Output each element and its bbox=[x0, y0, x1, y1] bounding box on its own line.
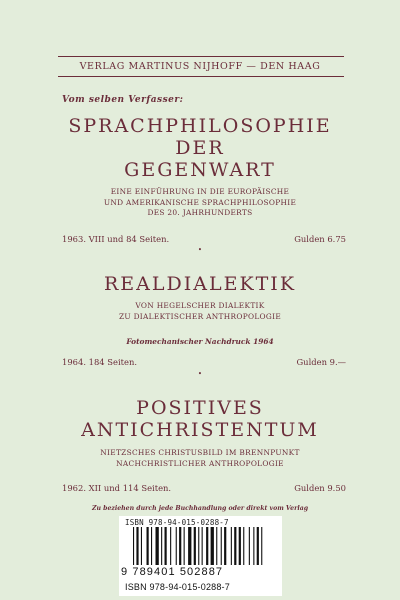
barcode-stripe bbox=[239, 527, 241, 565]
book-2-subtitle-line: ZU DIALEKTISCHER ANTHROPOLOGIE bbox=[118, 311, 282, 321]
book-2-title bbox=[0, 273, 400, 295]
book-2-meta bbox=[62, 357, 346, 367]
book-3-subtitle-line: NIETZSCHES CHRISTUSBILD IM BRENNPUNKT bbox=[100, 448, 300, 457]
barcode-stripe bbox=[221, 527, 222, 565]
isbn-barcode-panel bbox=[119, 516, 282, 596]
barcode-stripe bbox=[165, 527, 167, 565]
book-1-subtitle bbox=[0, 187, 400, 219]
book-1-title-line: SPRACHPHILOSOPHIE bbox=[68, 115, 332, 137]
barcode-stripe bbox=[249, 527, 250, 565]
barcode-digits: 9 789401 502887 bbox=[121, 566, 224, 578]
book-3-title bbox=[0, 397, 400, 441]
barcode-stripe bbox=[184, 527, 185, 565]
barcode-stripe bbox=[188, 527, 191, 565]
barcode-stripe bbox=[211, 527, 214, 565]
order-note: Zu beziehen durch jede Buchhandlung oder direkt vom Verlag bbox=[91, 505, 309, 512]
top-rule bbox=[58, 56, 344, 57]
isbn-top-label: ISBN 978-94-015-0288-7 bbox=[125, 518, 229, 527]
same-author-label: Vom selben Verfasser: bbox=[62, 95, 184, 105]
book-1-price: Gulden 6.75 bbox=[294, 234, 346, 244]
book-2-title-line: REALDIALEKTIK bbox=[103, 273, 297, 295]
book-1-title-line: DER bbox=[175, 137, 225, 159]
barcode-stripe bbox=[141, 527, 142, 565]
barcode-stripe bbox=[133, 527, 134, 565]
book-1-meta bbox=[62, 234, 346, 244]
barcode-stripe bbox=[156, 527, 159, 565]
book-1-subtitle-line: DES 20. JAHRHUNDERTS bbox=[147, 208, 253, 217]
barcode-stripe bbox=[194, 527, 196, 565]
barcode-icon bbox=[133, 527, 273, 567]
book-3-details: 1962. XII und 114 Seiten. bbox=[62, 483, 172, 493]
barcode-stripe bbox=[216, 527, 217, 565]
barcode-stripe bbox=[161, 527, 162, 565]
book-1-subtitle-line: EINE EINFÜHRUNG IN DIE EUROPÄISCHE bbox=[110, 187, 290, 196]
barcode-stripe bbox=[136, 527, 138, 565]
book-1-title-line: GEGENWART bbox=[124, 159, 276, 181]
book-3-price: Gulden 9.50 bbox=[294, 483, 346, 493]
barcode-stripe bbox=[176, 527, 177, 565]
book-3-subtitle bbox=[0, 448, 400, 469]
book-2-subtitle bbox=[0, 301, 400, 322]
separator-bullet: • bbox=[197, 370, 203, 378]
book-1-details: 1963. VIII und 84 Seiten. bbox=[62, 234, 170, 244]
book-3-title-line: POSITIVES bbox=[136, 397, 264, 419]
book-3-subtitle-line: NACHCHRISTLICHER ANTHROPOLOGIE bbox=[116, 458, 284, 468]
publisher-line: VERLAG MARTINUS NIJHOFF — DEN HAAG bbox=[79, 61, 321, 72]
book-2-price: Gulden 9.— bbox=[296, 357, 346, 367]
barcode-stripe bbox=[202, 527, 203, 565]
barcode-stripe bbox=[224, 527, 226, 565]
barcode-stripe bbox=[234, 527, 236, 565]
barcode-stripe bbox=[243, 527, 244, 565]
book-3-meta bbox=[62, 483, 346, 493]
barcode-stripe bbox=[147, 527, 149, 565]
book-2-note: Fotomechanischer Nachdruck 1964 bbox=[126, 337, 274, 346]
barcode-stripe bbox=[206, 527, 208, 565]
barcode-stripe bbox=[257, 527, 259, 565]
barcode-stripe bbox=[231, 527, 232, 565]
barcode-stripe bbox=[170, 527, 171, 565]
book-2-details: 1964. 184 Seiten. bbox=[62, 357, 138, 367]
book-1-subtitle-line: UND AMERIKANISCHE SPRACHPHILOSOPHIE bbox=[103, 197, 297, 207]
barcode-stripe bbox=[179, 527, 181, 565]
barcode-stripe bbox=[151, 527, 152, 565]
publisher-rule bbox=[58, 76, 344, 77]
book-2-subtitle-line: VON HEGELSCHER DIALEKTIK bbox=[135, 301, 265, 310]
isbn-bottom-label: ISBN 978-94-015-0288-7 bbox=[125, 582, 230, 592]
separator-bullet: • bbox=[197, 246, 203, 254]
book-1-title bbox=[0, 115, 400, 181]
barcode-stripe bbox=[253, 527, 254, 565]
book-3-title-line: ANTICHRISTENTUM bbox=[81, 419, 319, 441]
barcode-stripe bbox=[198, 527, 199, 565]
barcode-stripe bbox=[261, 527, 262, 565]
